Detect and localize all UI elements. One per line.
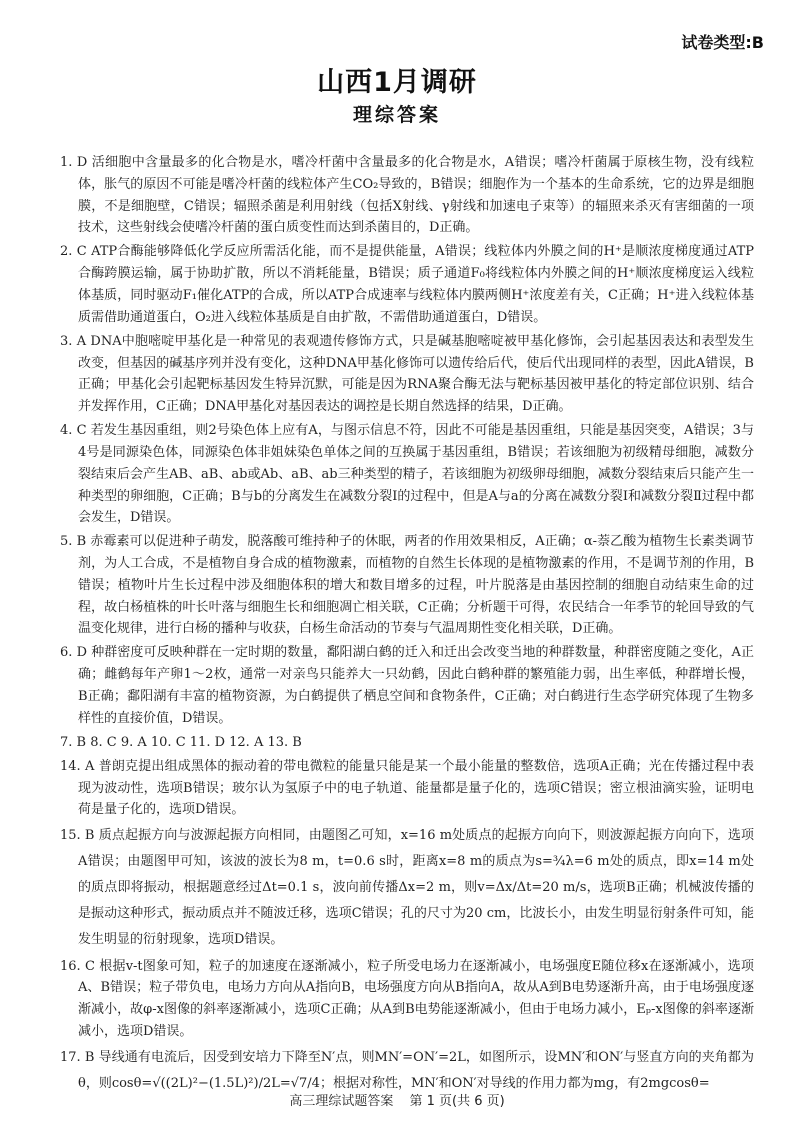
answer-item-3: 3. A DNA中胞嘧啶甲基化是一种常见的表观遗传修饰方式，只是碱基胞嘧啶被甲基化修饰，会引起基因表达和表型发生改变，但基因的碱基序列并没有变化，这种DNA甲基化修饰可以遗传给后代，使后代出现同样的表型，因此A错误，B正确；甲基化会引起靶标基因发生特异沉默，可能是因为RNA聚合酶无法与靶标基因被甲基化的特定部位识别、结合并发挥作用，C正确；DNA甲基化对基因表达的调控是长期自然选择的结果，D正确。 [60,333,754,415]
footer-page-number: 第 1 页(共 6 页) [409,1094,505,1109]
footer-label: 高三理综试题答案 [289,1094,394,1109]
answer-item-5: 5. B 赤霉素可以促进种子萌发，脱落酸可维持种子的休眠，两者的作用效果相反，A正确；α-萘乙酸为植物生长素类调节剂，为人工合成，不是植物自身合成的植物激素，而植物的自然生长体现的是植物激素的作用，不是调节剂的作用，B错误；植物叶片生长过程中涉及细胞体积的增大和数目增多的过程，叶片脱落是由基因控制的细胞自动结束生命的过程，故白杨植株的叶长叶落与细胞生长和细胞凋亡相关联，C正确；分析题干可得，农民结合一年季节的轮回导致的气温变化规律，进行白杨的播种与收获，白杨生命活动的节奏与气温周期性变化相关联，D正确。 [60,534,754,637]
answer-item-4: 4. C 若发生基因重组，则2号染色体上应有A，与图示信息不符，因此不可能是基因重组，只能是基因突变，A错误；3与4号是同源染色体，同源染色体非姐妹染色单体之间的互换属于基因重组，B错误；若该细胞为初级精母细胞，减数分裂结束后会产生AB、aB、ab或Ab、aB、ab三种类型的精子，若该细胞为初级卵母细胞，减数分裂结束后只能产生一种类型的卵细胞，C正确；B与b的分离发生在减数分裂Ⅰ的过程中，但是A与a的分离在减数分裂Ⅰ和减数分裂Ⅱ过程中都会发生，D错误。 [60,423,754,526]
page-title: 山西1月调研 [317,67,477,98]
answer-body [60,152,754,1091]
paper-type-label: 试卷类型:B [681,33,764,52]
answer-item-15: 15. B 质点起振方向与波源起振方向相同，由题图乙可知，x=16 m处质点的起振方向向下，则波源起振方向向下，选项A错误；由题图甲可知，该波的波长为8 m，t=0.6 s时，距离x=8 m的质点为s=¾λ=6 m处的质点，即x=14 m处的质点即将振动，根据题意经过Δt=0.1 s，波向前传播Δx=2 m，则v=Δx/Δt=20 m/s，选项B正确；机械波传播的是振动这种形式，振动质点并不随波迁移，选项C错误；孔的尺寸为20 cm，比波长小，由发生明显衍射条件可知，能发生明显的衍射现象，选项D错误。 [60,828,754,948]
answer-item-1: 1. D 活细胞中含量最多的化合物是水，嗜冷杆菌中含量最多的化合物是水，A错误；嗜冷杆菌属于原核生物，没有线粒体，胀气的原因不可能是嗜冷杆菌的线粒体产生CO₂导致的，B错误；细胞作为一个基本的生命系统，它的边界是细胞膜，不是细胞壁，C错误；辐照杀菌是利用射线（包括X射线、γ射线和加速电子束等）的辐照来杀灭有害细菌的一项技术，这些射线会使嗜冷杆菌的蛋白质变性而达到杀菌目的，D正确。 [60,155,754,236]
answer-item-7-13: 7. B 8. C 9. A 10. C 11. D 12. A 13. B [60,734,302,750]
answer-item-17: 17. B 导线通有电流后，因受到安培力下降至N′点，则MN′=ON′=2L，如图所示，设MN′和ON′与竖直方向的夹角都为θ，则cosθ=√((2L)²−(1.5L)²)/2L=√7/4；根据对称性，MN′和ON′对导线的作用力都为mg，有2mgcosθ= [60,1049,754,1091]
page-footer [0,1090,794,1109]
answer-item-6: 6. D 种群密度可反映种群在一定时期的数量，鄱阳湖白鹤的迁入和迁出会改变当地的种群数量，种群密度随之变化，A正确；雌鹤每年产卵1～2枚，通常一对亲鸟只能养大一只幼鹤，因此白鹤种群的繁殖能力弱，出生率低，种群增长慢，B正确；鄱阳湖有丰富的植物资源，为白鹤提供了栖息空间和食物条件，C正确；对白鹤进行生态学研究体现了生物多样性的直接价值，D错误。 [60,645,754,726]
answer-item-2: 2. C ATP合酶能够降低化学反应所需活化能，而不是提供能量，A错误；线粒体内外膜之间的H⁺是顺浓度梯度通过ATP合酶跨膜运输，属于协助扩散，所以不消耗能量，B错误；质子通道F₀将线粒体内外膜之间的H⁺顺浓度梯度运入线粒体基质，同时驱动F₁催化ATP的合成，所以ATP合成速率与线粒体内膜两侧H⁺浓度差有关，C正确；H⁺进入线粒体基质需借助通道蛋白，O₂进入线粒体基质是自由扩散，不需借助通道蛋白，D错误。 [60,244,754,325]
answer-item-14: 14. A 普朗克提出组成黑体的振动着的带电微粒的能量只能是某一个最小能量的整数倍，选项A正确；光在传播过程中表现为波动性，选项B错误；玻尔认为氢原子中的电子轨道、能量都是量子化的，选项C错误；密立根油滴实验，证明电荷是量子化的，选项D错误。 [60,758,754,818]
answer-item-16: 16. C 根据v-t图象可知，粒子的加速度在逐渐减小，粒子所受电场力在逐渐减小，电场强度E随位移x在逐渐减小，选项A、B错误；粒子带负电，电场力方向从A指向B，电场强度方向从B指向A，故从A到B电势逐渐升高，由于电场强度逐渐减小，故φ-x图像的斜率逐渐减小，选项C正确；从A到B电势能逐渐减小，但由于电场力减小，Eₚ-x图像的斜率逐渐减小，选项D错误。 [60,958,754,1039]
page-subtitle: 理综答案 [352,104,441,126]
